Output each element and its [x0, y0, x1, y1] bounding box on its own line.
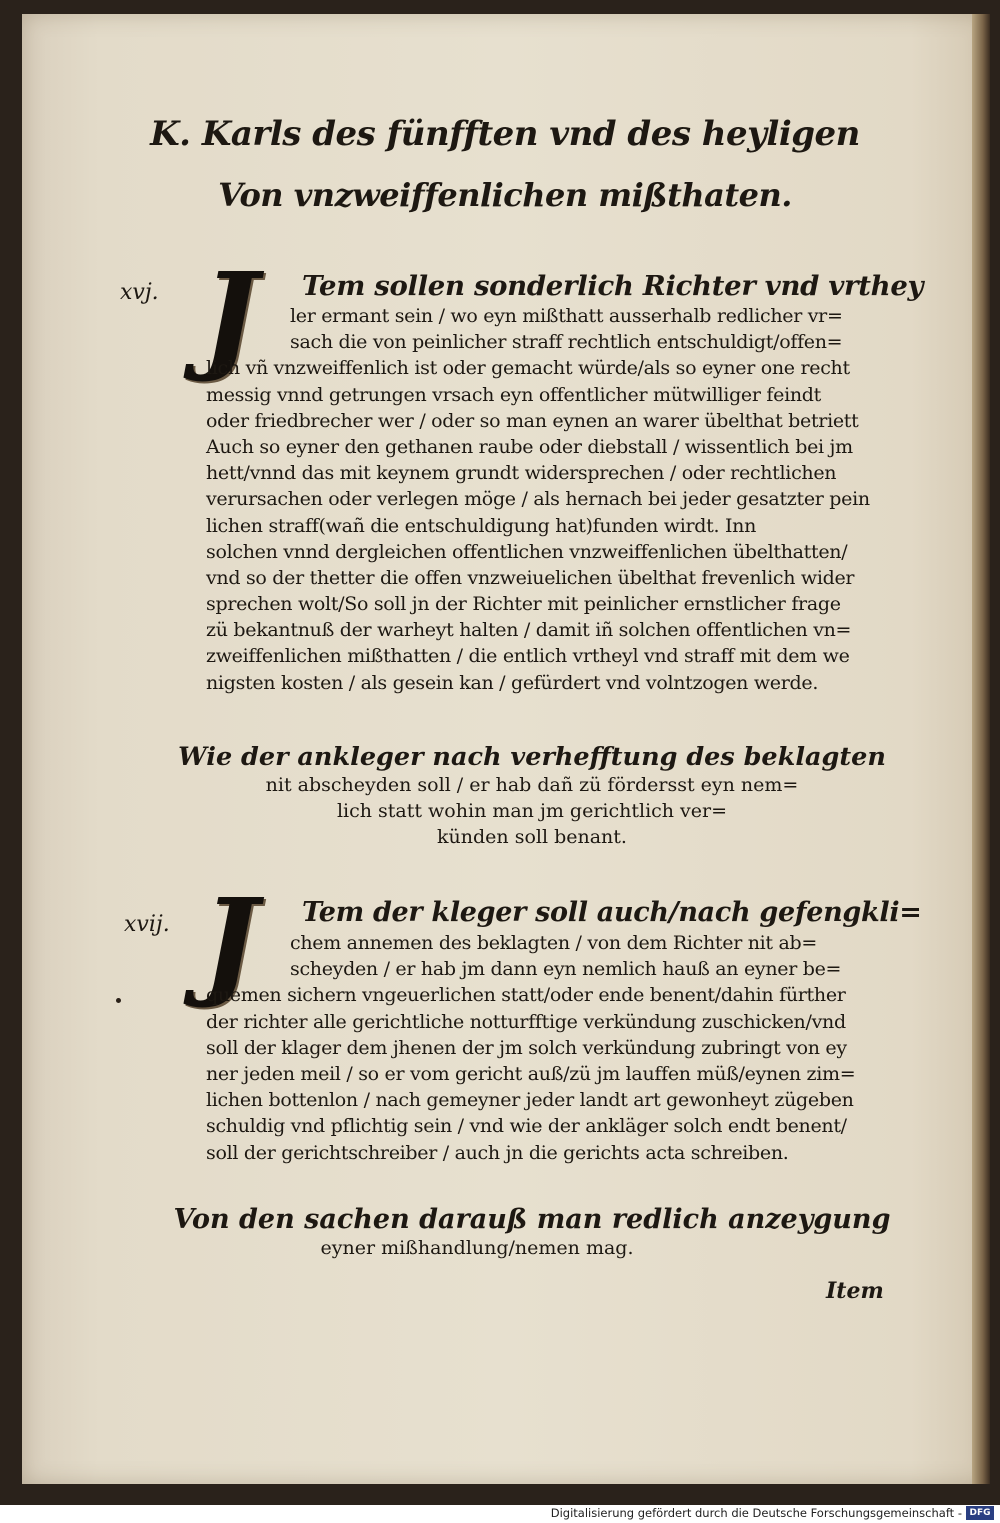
section1-text	[206, 269, 926, 696]
marginal-number-xvj: xvj.	[120, 280, 159, 305]
text-line: quemen sichern vngeuerlichen statt/oder ende benent/dahin fürther	[206, 984, 846, 1007]
text-line: soll der klager dem jhenen der jm solch verkündung zubringt von ey	[206, 1036, 847, 1059]
marginal-number-xvij: xvij.	[124, 912, 170, 937]
catchword: Item	[826, 1278, 884, 1304]
text-line: zü bekantnuß der warheyt halten / damit iñ solchen offentlichen vn=	[206, 619, 852, 642]
text-line: verursachen oder verlegen möge / als hernach bei jeder gesatzter pein	[206, 488, 870, 511]
text-line: sprechen wolt/So soll jn der Richter mit peinlicher ernstlicher frage	[206, 593, 841, 616]
text-line: nigsten kosten / als gesein kan / gefürdert vnd volntzogen werde.	[206, 671, 819, 694]
page-edge-shadow	[972, 14, 990, 1484]
text-line: lichen straff(wañ die entschuldigung hat)funden wirdt. Inn	[206, 514, 757, 537]
digitization-credit: Digitalisierung gefördert durch die Deutsche Forschungsgemeinschaft -	[550, 1506, 962, 1520]
text-line: soll der gerichtschreiber / auch jn die gerichts acta schreiben.	[206, 1141, 789, 1164]
heading-subline: eyner mißhandlung/nemen mag.	[320, 1237, 634, 1259]
text-line: vnd so der thetter die offen vnzweiuelichen übelthat frevenlich wider	[206, 566, 855, 589]
heading-subline: nit abscheyden soll / er hab dañ zü fördersst eyn nem=	[265, 774, 799, 796]
text-line: Tem sollen sonderlich Richter vnd vrthey	[302, 270, 924, 302]
document-page	[22, 14, 988, 1484]
heading-title: Von den sachen darauß man redlich anzeygung	[173, 1204, 891, 1235]
text-line: ner jeden meil / so er vom gericht auß/zü jm lauffen müß/eynen zim=	[206, 1062, 856, 1085]
text-line: schuldig vnd pflichtig sein / vnd wie der ankläger solch endt benent/	[206, 1115, 847, 1138]
section2-text	[206, 896, 926, 1166]
text-line: hett/vnnd das mit keynem grundt widersprechen / oder rechtlichen	[206, 462, 837, 485]
heading-subline: künden soll benant.	[437, 826, 627, 848]
text-line: scheyden / er hab jm dann eyn nemlich hauß an eyner be=	[290, 958, 842, 981]
heading-subline: lich statt wohin man jm gerichtlich ver=	[336, 800, 728, 822]
text-line: sach die von peinlicher straff rechtlich entschuldigt/offen=	[290, 331, 843, 354]
decorated-initial: J	[202, 246, 258, 385]
text-line: lichen bottenlon / nach gemeyner jeder landt art gewonheyt zügeben	[206, 1089, 854, 1112]
text-line: Auch so eyner den gethanen raube oder diebstall / wissentlich bei jm	[206, 435, 853, 458]
heading-title: Wie der ankleger nach verhefftung des beklagten	[178, 742, 886, 772]
decorated-initial: J	[202, 872, 258, 1011]
text-line: solchen vnnd dergleichen offentlichen vnzweiffenlichen übelthatten/	[206, 540, 848, 563]
text-line: Tem der kleger soll auch/nach gefengkli=	[302, 897, 922, 928]
section-heading	[172, 742, 892, 850]
ink-speck	[116, 998, 121, 1003]
text-line: ler ermant sein / wo eyn mißthatt ausserhalb redlicher vr=	[290, 305, 843, 327]
running-head-subtitle: Von vnzweiffenlichen mißthaten.	[218, 176, 792, 214]
text-line: oder friedbrecher wer / oder so man eynen an warer übelthat betriett	[206, 409, 859, 432]
running-head-title: K. Karls des fünfften vnd des heyligen	[150, 114, 860, 154]
text-line: lich vñ vnzweiffenlich ist oder gemacht würde/als so eyner one recht	[206, 357, 850, 380]
section-heading	[172, 1204, 892, 1261]
text-line: zweiffenlichen mißthatten / die entlich vrtheyl vnd straff mit dem we	[206, 645, 850, 668]
text-line: chem annemen des beklagten / von dem Richter nit ab=	[290, 932, 818, 954]
text-line: der richter alle gerichtliche notturfftige verkündung zuschicken/vnd	[206, 1010, 846, 1033]
dfg-logo: DFG	[966, 1506, 994, 1520]
text-line: messig vnnd getrungen vrsach eyn offentlicher mütwilliger feindt	[206, 383, 821, 406]
